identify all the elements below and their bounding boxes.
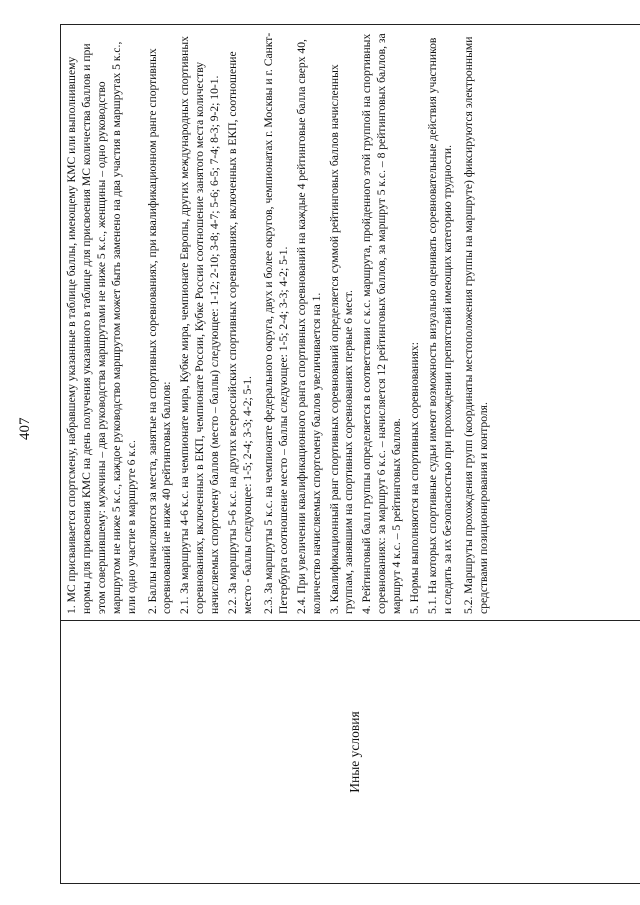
paragraph-2: 2. Баллы начисляются за места, занятые на спортивных соревнованиях, при квалификационном ранге спортивных соревнований не ниже 40 рейтинговых баллов: — [145, 48, 174, 614]
table-content-cell — [61, 25, 640, 620]
paragraph-1: 1. МС присваивается спортсмену, набравшему указанные в таблице баллы, имеющему КМС или выполнившему нормы для присвоения КМС на день получения указанного в таблице для присвоения МС количества баллов и при этом совершившему: мужчины – два руководства маршрутами не ниже 5 к.с., женщины – одно руководство маршрутом не ниже 5 к.с., каждое руководство маршрутом может быть заменено на два участия в маршрутах 5 к.с., или одно участие в маршруте 6 к.с. — [65, 41, 138, 614]
paragraph-5-2: 5.2. Маршруты прохождения групп (координаты местоположения группы на маршруте) фиксируются электронными средствами позиционирования и контроля. — [461, 36, 490, 614]
page-number: 407 — [17, 417, 33, 440]
table-label: Иные условия — [347, 711, 362, 793]
paragraph-5: 5. Нормы выполняются на спортивных соревнованиях: — [408, 342, 422, 614]
paragraph-4: 4. Рейтинговый балл группы определяется в соответствии с к.с. маршрута, пройденного этой группой на спортивных соревнованиях: за маршрут 6 к.с. – начисляется 12 рейтинговых баллов, за маршрут 5 к.с. – 8 рейтинговых баллов, за маршрут 4 к.с. – 5 рейтинговых баллов. — [360, 33, 404, 614]
paragraph-3: 3. Квалификационный ранг спортивных соревнований определяется суммой рейтинговых баллов начисленных группам, занявшим на спортивных соревнованиях первые 6 мест. — [327, 64, 356, 614]
conditions-table — [60, 24, 640, 884]
paragraph-2-1: 2.1. За маршруты 4-6 к.с. на чемпионате мира, Кубке мира, чемпионате Европы, других международных спортивных соревнованиях, включенных в ЕКП, чемпионате России, Кубке России соотношение занятого места количеству начисляемых спортсмену баллов (место – баллы) следующее: 1-12; 2-10; 3-8; 4-7; 5-6; 6-5; 7-4; 8-3; 9-2; 10-1. — [178, 36, 222, 614]
paragraph-5-1: 5.1. На которых спортивные судьи имеют возможность визуально оценивать соревновательные действия участников и следить за их безопасностью при прохождении препятствий имеющих категорию трудности. — [425, 37, 454, 614]
paragraph-2-2: 2.2. За маршруты 5-6 к.с. на других всероссийских спортивных соревнованиях, включенных в ЕКП, соотношение место - баллы следующее: 1-5; 2-4; 3-3; 4-2; 5-1. — [226, 51, 254, 614]
table-label-cell — [61, 620, 640, 883]
paragraph-2-4: 2.4. При увеличении квалификационного ранга спортивных соревнований на каждые 4 рейтинговые балла сверх 40, количество начисляемых спортсмену баллов увеличивается на 1. — [294, 39, 323, 614]
paragraph-2-3: 2.3. За маршруты 5 к.с. на чемпионате федерального округа, двух и более округов, чемпионатах г. Москвы и г. Санкт-Петербурга соотношение место – баллы следующее: 1-5; 2-4; 3-3; 4-2; 5-1. — [261, 32, 290, 614]
rotated-page-content — [60, 24, 640, 884]
